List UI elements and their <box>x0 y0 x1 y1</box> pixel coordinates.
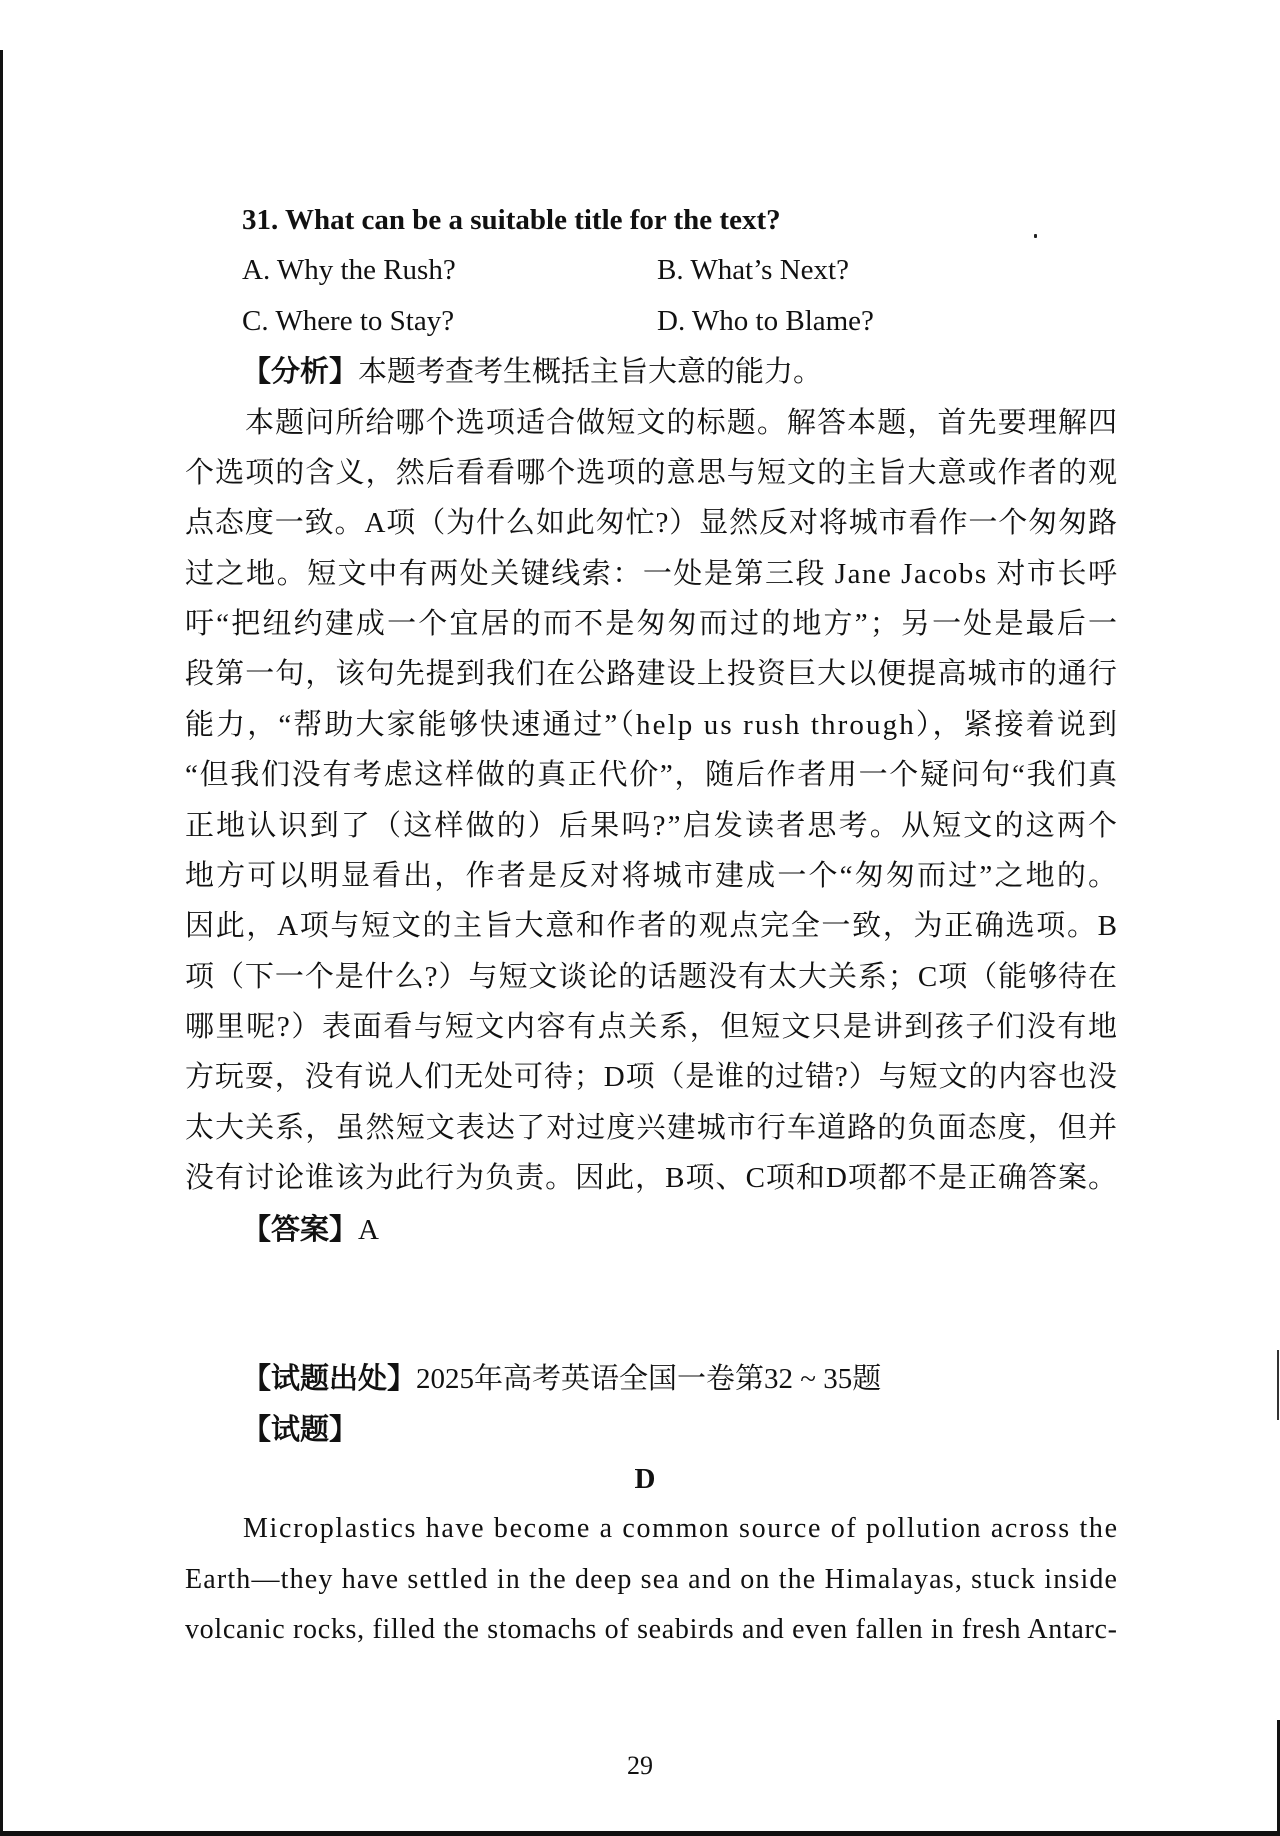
analysis-line: 地方可以明显看出，作者是反对将城市建成一个“匆匆而过”之地的。 <box>185 860 1120 892</box>
analysis-line: 方玩耍，没有说人们无处可待；D项（是谁的过错?）与短文的内容也没 <box>185 1061 1118 1093</box>
scan-speck <box>1034 234 1037 238</box>
scan-edge-right <box>1277 1350 1279 1420</box>
answer-value: A <box>358 1214 379 1246</box>
analysis-line: 点态度一致。A项（为什么如此匆忙?）显然反对将城市看作一个匆匆路 <box>185 507 1118 539</box>
passage-line: Earth—they have settled in the deep sea and on the Himalayas, stuck inside <box>185 1564 1119 1595</box>
page-number: 29 <box>627 1751 653 1780</box>
analysis-line: 正地认识到了（这样做的）后果吗?”启发读者思考。从短文的这两个 <box>185 810 1120 842</box>
source-row <box>242 1361 881 1397</box>
scan-edge-bottom <box>0 1831 1280 1836</box>
option-c: C. Where to Stay? <box>242 305 455 337</box>
source-text: 2025年高考英语全国一卷第32 ~ 35题 <box>416 1363 882 1395</box>
analysis-line: 过之地。短文中有两处关键线索：一处是第三段 Jane Jacobs 对市长呼 <box>185 558 1119 590</box>
source-label: 【试题出处】 <box>242 1363 417 1395</box>
answer-label: 【答案】 <box>242 1214 359 1246</box>
analysis-label: 【分析】 <box>242 356 359 388</box>
analysis-line: 因此，A项与短文的主旨大意和作者的观点完全一致，为正确选项。B <box>185 910 1119 942</box>
question-31-title: 31. What can be a suitable title for the text? <box>242 204 781 236</box>
option-a: A. Why the Rush? <box>242 254 456 286</box>
analysis-line: “但我们没有考虑这样做的真正代价”，随后作者用一个疑问句“我们真 <box>185 759 1119 791</box>
analysis-line: 段第一句，该句先提到我们在公路建设上投资巨大以便提高城市的通行 <box>185 658 1119 690</box>
analysis-line: 本题问所给哪个选项适合做短文的标题。解答本题，首先要理解四 <box>245 407 1119 439</box>
passage-line: Microplastics have become a common source of pollution across the <box>243 1513 1119 1544</box>
analysis-line: 太大关系，虽然短文表达了对过度兴建城市行车道路的负面态度，但并 <box>185 1112 1119 1144</box>
analysis-line: 哪里呢?）表面看与短文内容有点关系，但短文只是讲到孩子们没有地 <box>185 1011 1119 1043</box>
analysis-heading <box>242 354 822 390</box>
question-section-label: 【试题】 <box>242 1414 359 1446</box>
analysis-line: 能力，“帮助大家能够快速通过”（help us rush through），紧接着说到 <box>185 709 1120 741</box>
analysis-line: 没有讨论谁该为此行为负责。因此，B项、C项和D项都不是正确答案。 <box>185 1162 1119 1194</box>
option-b: B. What’s Next? <box>657 254 849 286</box>
analysis-line: 吁“把纽约建成一个宜居的而不是匆匆而过的地方”；另一处是最后一 <box>185 608 1120 640</box>
passage-letter-heading: D <box>634 1463 656 1495</box>
analysis-line: 项（下一个是什么?）与短文谈论的话题没有太大关系；C项（能够待在 <box>185 961 1118 993</box>
analysis-line: 个选项的含义，然后看看哪个选项的意思与短文的主旨大意或作者的观 <box>185 457 1119 489</box>
scan-edge-left <box>0 50 3 1836</box>
answer-row <box>242 1212 379 1248</box>
analysis-summary: 本题考查考生概括主旨大意的能力。 <box>358 356 823 388</box>
option-d: D. Who to Blame? <box>657 305 874 337</box>
passage-line: volcanic rocks, filled the stomachs of seabirds and even fallen in fresh Antarc- <box>185 1614 1118 1645</box>
